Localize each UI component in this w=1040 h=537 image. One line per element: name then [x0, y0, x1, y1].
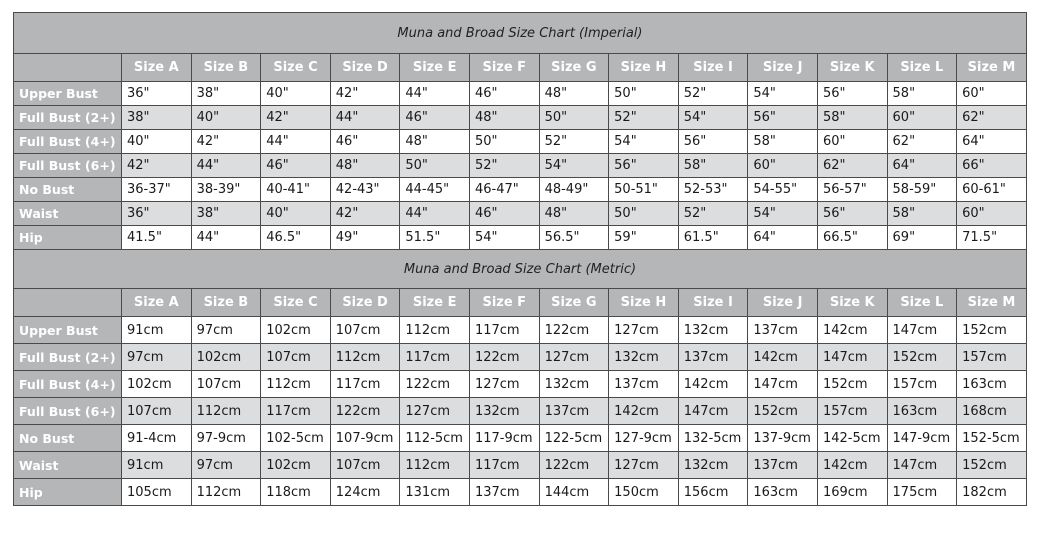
row-label: Full Bust (4+)	[14, 130, 122, 154]
size-header: Size G	[539, 54, 609, 82]
measurement-cell: 52-53"	[678, 178, 748, 202]
size-header: Size H	[609, 289, 679, 317]
row-label: No Bust	[14, 425, 122, 452]
measurement-cell: 147cm	[678, 398, 748, 425]
measurement-cell: 117cm	[400, 344, 470, 371]
measurement-cell: 50"	[400, 154, 470, 178]
measurement-cell: 38"	[122, 106, 192, 130]
measurement-cell: 117cm	[469, 452, 539, 479]
size-header: Size B	[191, 54, 261, 82]
measurement-cell: 46"	[469, 82, 539, 106]
measurement-cell: 157cm	[817, 398, 887, 425]
measurement-cell: 50"	[469, 130, 539, 154]
measurement-cell: 50"	[539, 106, 609, 130]
measurement-cell: 122cm	[469, 344, 539, 371]
measurement-cell: 150cm	[609, 479, 679, 506]
measurement-cell: 46-47"	[469, 178, 539, 202]
measurement-cell: 117cm	[469, 317, 539, 344]
measurement-cell: 42"	[191, 130, 261, 154]
size-header: Size H	[609, 54, 679, 82]
row-label: Full Bust (4+)	[14, 371, 122, 398]
measurement-cell: 147cm	[748, 371, 818, 398]
measurement-cell: 48"	[400, 130, 470, 154]
measurement-cell: 122cm	[539, 317, 609, 344]
measurement-cell: 107cm	[191, 371, 261, 398]
measurement-cell: 132-5cm	[678, 425, 748, 452]
measurement-cell: 48"	[539, 82, 609, 106]
measurement-cell: 50"	[609, 202, 679, 226]
measurement-cell: 46.5"	[261, 226, 331, 250]
measurement-cell: 44"	[191, 226, 261, 250]
table-row	[14, 106, 1027, 130]
measurement-cell: 117-9cm	[469, 425, 539, 452]
table-row	[14, 226, 1027, 250]
measurement-cell: 54"	[539, 154, 609, 178]
measurement-cell: 48"	[330, 154, 400, 178]
measurement-cell: 107cm	[330, 317, 400, 344]
measurement-cell: 182cm	[957, 479, 1027, 506]
measurement-cell: 122cm	[330, 398, 400, 425]
measurement-cell: 56"	[817, 202, 887, 226]
size-header: Size L	[887, 289, 957, 317]
measurement-cell: 137cm	[678, 344, 748, 371]
measurement-cell: 157cm	[957, 344, 1027, 371]
measurement-cell: 44"	[261, 130, 331, 154]
measurement-cell: 102cm	[261, 317, 331, 344]
measurement-cell: 56"	[748, 106, 818, 130]
measurement-cell: 40"	[261, 202, 331, 226]
size-header: Size I	[678, 289, 748, 317]
measurement-cell: 132cm	[469, 398, 539, 425]
measurement-cell: 97cm	[191, 317, 261, 344]
measurement-cell: 42"	[122, 154, 192, 178]
size-header: Size B	[191, 289, 261, 317]
measurement-cell: 117cm	[261, 398, 331, 425]
measurement-cell: 168cm	[957, 398, 1027, 425]
measurement-cell: 163cm	[887, 398, 957, 425]
table-row	[14, 130, 1027, 154]
imperial-title-row	[14, 13, 1027, 54]
measurement-cell: 112cm	[191, 398, 261, 425]
row-label: Upper Bust	[14, 317, 122, 344]
measurement-cell: 112cm	[400, 452, 470, 479]
header-corner-cell	[14, 289, 122, 317]
row-label: Full Bust (2+)	[14, 344, 122, 371]
measurement-cell: 137cm	[748, 452, 818, 479]
metric-size-header-row	[14, 289, 1027, 317]
measurement-cell: 144cm	[539, 479, 609, 506]
measurement-cell: 56"	[817, 82, 887, 106]
measurement-cell: 60"	[817, 130, 887, 154]
measurement-cell: 60-61"	[957, 178, 1027, 202]
measurement-cell: 51.5"	[400, 226, 470, 250]
measurement-cell: 59"	[609, 226, 679, 250]
measurement-cell: 58"	[817, 106, 887, 130]
measurement-cell: 122cm	[400, 371, 470, 398]
size-header: Size M	[957, 289, 1027, 317]
size-header: Size F	[469, 289, 539, 317]
measurement-cell: 91cm	[122, 317, 192, 344]
measurement-cell: 44"	[191, 154, 261, 178]
measurement-cell: 60"	[957, 82, 1027, 106]
measurement-cell: 112cm	[261, 371, 331, 398]
row-label: Waist	[14, 452, 122, 479]
measurement-cell: 49"	[330, 226, 400, 250]
measurement-cell: 97cm	[191, 452, 261, 479]
measurement-cell: 69"	[887, 226, 957, 250]
measurement-cell: 124cm	[330, 479, 400, 506]
measurement-cell: 107cm	[261, 344, 331, 371]
measurement-cell: 97cm	[122, 344, 192, 371]
measurement-cell: 132cm	[678, 317, 748, 344]
measurement-cell: 62"	[887, 130, 957, 154]
measurement-cell: 132cm	[678, 452, 748, 479]
row-label: Full Bust (2+)	[14, 106, 122, 130]
metric-title-row	[14, 250, 1027, 289]
measurement-cell: 175cm	[887, 479, 957, 506]
measurement-cell: 137-9cm	[748, 425, 818, 452]
row-label: Waist	[14, 202, 122, 226]
measurement-cell: 64"	[887, 154, 957, 178]
measurement-cell: 142cm	[678, 371, 748, 398]
measurement-cell: 46"	[261, 154, 331, 178]
measurement-cell: 58"	[887, 202, 957, 226]
table-row	[14, 479, 1027, 506]
measurement-cell: 97-9cm	[191, 425, 261, 452]
measurement-cell: 58-59"	[887, 178, 957, 202]
size-header: Size K	[817, 289, 887, 317]
measurement-cell: 107cm	[330, 452, 400, 479]
measurement-cell: 54"	[609, 130, 679, 154]
measurement-cell: 137cm	[469, 479, 539, 506]
measurement-cell: 71.5"	[957, 226, 1027, 250]
measurement-cell: 54-55"	[748, 178, 818, 202]
measurement-cell: 152cm	[887, 344, 957, 371]
measurement-cell: 147cm	[887, 452, 957, 479]
row-label: Hip	[14, 226, 122, 250]
size-header: Size A	[122, 289, 192, 317]
measurement-cell: 56"	[609, 154, 679, 178]
measurement-cell: 122cm	[539, 452, 609, 479]
measurement-cell: 107-9cm	[330, 425, 400, 452]
measurement-cell: 132cm	[609, 344, 679, 371]
table-row	[14, 425, 1027, 452]
measurement-cell: 48"	[539, 202, 609, 226]
measurement-cell: 44-45"	[400, 178, 470, 202]
measurement-cell: 42"	[261, 106, 331, 130]
measurement-cell: 66.5"	[817, 226, 887, 250]
measurement-cell: 54"	[748, 202, 818, 226]
measurement-cell: 58"	[678, 154, 748, 178]
table-row	[14, 452, 1027, 479]
measurement-cell: 46"	[469, 202, 539, 226]
measurement-cell: 54"	[678, 106, 748, 130]
measurement-cell: 66"	[957, 154, 1027, 178]
measurement-cell: 152-5cm	[957, 425, 1027, 452]
table-row	[14, 202, 1027, 226]
measurement-cell: 44"	[400, 202, 470, 226]
size-header: Size K	[817, 54, 887, 82]
row-label: Full Bust (6+)	[14, 398, 122, 425]
measurement-cell: 147-9cm	[887, 425, 957, 452]
measurement-cell: 50-51"	[609, 178, 679, 202]
measurement-cell: 127cm	[539, 344, 609, 371]
measurement-cell: 91cm	[122, 452, 192, 479]
row-label: Full Bust (6+)	[14, 154, 122, 178]
measurement-cell: 142-5cm	[817, 425, 887, 452]
size-header: Size J	[748, 54, 818, 82]
measurement-cell: 102cm	[261, 452, 331, 479]
measurement-cell: 46"	[400, 106, 470, 130]
measurement-cell: 48"	[469, 106, 539, 130]
measurement-cell: 157cm	[887, 371, 957, 398]
imperial-size-header-row	[14, 54, 1027, 82]
measurement-cell: 112cm	[330, 344, 400, 371]
size-header: Size C	[261, 54, 331, 82]
table-row	[14, 178, 1027, 202]
measurement-cell: 42-43"	[330, 178, 400, 202]
measurement-cell: 38"	[191, 202, 261, 226]
row-label: Upper Bust	[14, 82, 122, 106]
table-row	[14, 82, 1027, 106]
measurement-cell: 64"	[748, 226, 818, 250]
measurement-cell: 64"	[957, 130, 1027, 154]
measurement-cell: 40"	[191, 106, 261, 130]
measurement-cell: 132cm	[539, 371, 609, 398]
size-header: Size L	[887, 54, 957, 82]
measurement-cell: 127cm	[469, 371, 539, 398]
measurement-cell: 127cm	[609, 317, 679, 344]
measurement-cell: 127-9cm	[609, 425, 679, 452]
measurement-cell: 36"	[122, 82, 192, 106]
measurement-cell: 52"	[469, 154, 539, 178]
measurement-cell: 112-5cm	[400, 425, 470, 452]
table-row	[14, 344, 1027, 371]
metric-chart-title: Muna and Broad Size Chart (Metric)	[14, 250, 1027, 289]
measurement-cell: 117cm	[330, 371, 400, 398]
measurement-cell: 46"	[330, 130, 400, 154]
measurement-cell: 147cm	[817, 344, 887, 371]
measurement-cell: 54"	[748, 82, 818, 106]
row-label: No Bust	[14, 178, 122, 202]
measurement-cell: 107cm	[122, 398, 192, 425]
measurement-cell: 142cm	[817, 317, 887, 344]
size-header: Size G	[539, 289, 609, 317]
measurement-cell: 102cm	[122, 371, 192, 398]
size-header: Size D	[330, 289, 400, 317]
size-header: Size D	[330, 54, 400, 82]
measurement-cell: 44"	[330, 106, 400, 130]
measurement-cell: 38"	[191, 82, 261, 106]
measurement-cell: 56.5"	[539, 226, 609, 250]
measurement-cell: 152cm	[957, 452, 1027, 479]
measurement-cell: 112cm	[191, 479, 261, 506]
header-corner-cell	[14, 54, 122, 82]
measurement-cell: 54"	[469, 226, 539, 250]
measurement-cell: 61.5"	[678, 226, 748, 250]
measurement-cell: 36-37"	[122, 178, 192, 202]
measurement-cell: 131cm	[400, 479, 470, 506]
measurement-cell: 42"	[330, 82, 400, 106]
size-header: Size F	[469, 54, 539, 82]
measurement-cell: 36"	[122, 202, 192, 226]
measurement-cell: 42"	[330, 202, 400, 226]
row-label: Hip	[14, 479, 122, 506]
measurement-cell: 91-4cm	[122, 425, 192, 452]
measurement-cell: 163cm	[748, 479, 818, 506]
measurement-cell: 152cm	[957, 317, 1027, 344]
measurement-cell: 112cm	[400, 317, 470, 344]
measurement-cell: 60"	[957, 202, 1027, 226]
measurement-cell: 122-5cm	[539, 425, 609, 452]
size-chart-table	[13, 12, 1027, 506]
size-chart-body	[14, 13, 1027, 506]
size-header: Size E	[400, 289, 470, 317]
measurement-cell: 40"	[261, 82, 331, 106]
measurement-cell: 60"	[887, 106, 957, 130]
measurement-cell: 102-5cm	[261, 425, 331, 452]
measurement-cell: 152cm	[748, 398, 818, 425]
measurement-cell: 40-41"	[261, 178, 331, 202]
size-header: Size E	[400, 54, 470, 82]
size-header: Size I	[678, 54, 748, 82]
measurement-cell: 62"	[957, 106, 1027, 130]
measurement-cell: 44"	[400, 82, 470, 106]
measurement-cell: 40"	[122, 130, 192, 154]
measurement-cell: 38-39"	[191, 178, 261, 202]
size-header: Size J	[748, 289, 818, 317]
measurement-cell: 127cm	[400, 398, 470, 425]
measurement-cell: 58"	[748, 130, 818, 154]
measurement-cell: 50"	[609, 82, 679, 106]
measurement-cell: 52"	[609, 106, 679, 130]
table-row	[14, 154, 1027, 178]
imperial-chart-title: Muna and Broad Size Chart (Imperial)	[14, 13, 1027, 54]
measurement-cell: 142cm	[609, 398, 679, 425]
measurement-cell: 127cm	[609, 452, 679, 479]
measurement-cell: 137cm	[748, 317, 818, 344]
measurement-cell: 156cm	[678, 479, 748, 506]
measurement-cell: 152cm	[817, 371, 887, 398]
measurement-cell: 105cm	[122, 479, 192, 506]
measurement-cell: 102cm	[191, 344, 261, 371]
measurement-cell: 147cm	[887, 317, 957, 344]
measurement-cell: 137cm	[539, 398, 609, 425]
measurement-cell: 118cm	[261, 479, 331, 506]
measurement-cell: 137cm	[609, 371, 679, 398]
table-row	[14, 317, 1027, 344]
measurement-cell: 52"	[678, 202, 748, 226]
measurement-cell: 58"	[887, 82, 957, 106]
size-header: Size C	[261, 289, 331, 317]
measurement-cell: 169cm	[817, 479, 887, 506]
size-header: Size A	[122, 54, 192, 82]
measurement-cell: 142cm	[817, 452, 887, 479]
measurement-cell: 56"	[678, 130, 748, 154]
measurement-cell: 163cm	[957, 371, 1027, 398]
measurement-cell: 52"	[539, 130, 609, 154]
measurement-cell: 52"	[678, 82, 748, 106]
measurement-cell: 60"	[748, 154, 818, 178]
measurement-cell: 142cm	[748, 344, 818, 371]
measurement-cell: 41.5"	[122, 226, 192, 250]
measurement-cell: 62"	[817, 154, 887, 178]
measurement-cell: 48-49"	[539, 178, 609, 202]
measurement-cell: 56-57"	[817, 178, 887, 202]
table-row	[14, 371, 1027, 398]
table-row	[14, 398, 1027, 425]
size-header: Size M	[957, 54, 1027, 82]
